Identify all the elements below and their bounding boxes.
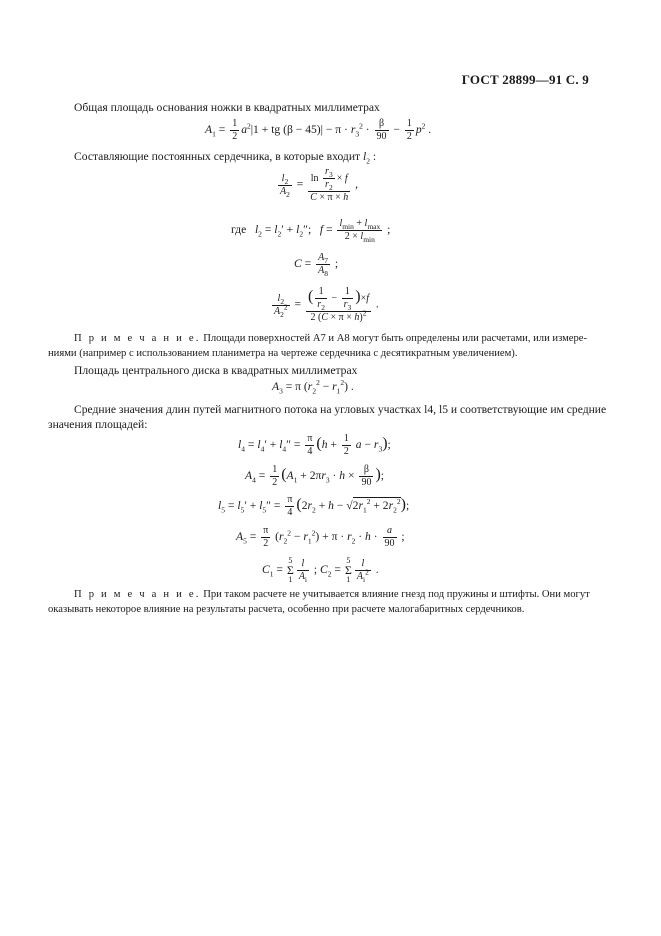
formula-a5: $A_5$ = $\frac{\pi}{2}$ $(r_2^2 - r_1^2) + \pi \cdot r_2 \cdot h$ · $\frac{a}{90}$ ; xyxy=(236,525,405,549)
formula-l2-a2-squared: $\frac{l_2}{A_2^2}$ = ( $\frac{1}{r_2}$ − $\frac{1}{r_3}$ )×f 2 $(C \times \pi \times h)^2$ . xyxy=(274,286,379,323)
components-var-sub: 2 xyxy=(366,156,370,166)
where-word: где xyxy=(231,223,247,237)
note-2-text: При таком расчете не учитывается влияние гнезд под пружины и штифты. Они могут оказывать некоторое влияние на результаты расчета, особенно при расчете малогабаритных сердечников. xyxy=(48,589,590,615)
note-2 xyxy=(48,588,611,617)
formula-l5: $l_5 = l_5' + l_5''$ = $\frac{\pi}{4}$ $(2r_2 + h - √2r_1^2 + 2r_2^2)$; xyxy=(218,494,410,518)
note-2-label: П р и м е ч а н и е. xyxy=(74,589,201,600)
components-var: l xyxy=(363,150,367,163)
formula-c: C = $\frac{A_7}{A_8}$ ; xyxy=(294,252,339,278)
formula-where: где $l_2 = l_2' + l_2''$; f = $\frac{l_{min} + l_{max}}{2 \times l_{min}}$ ; xyxy=(231,218,391,244)
note-1 xyxy=(48,332,611,361)
note-1-label: П р и м е ч а н и е. xyxy=(74,333,201,344)
formula-a1: $A_1$ = $\frac{1}{2}$ $a^2|1$ + tg $(\beta - 45)| - \pi \cdot r_3^2$ · $\frac{\beta}{90}$ − $\frac{1}{2}$ $p^2$ . xyxy=(205,118,432,142)
note-1-text: Площади поверхностей A7 и A8 могут быть определены или расчетами, или измере-ниями (например с использованием планиметра на чертеже сердечника с десятикратным увеличением). xyxy=(48,333,588,359)
formula-c1-c2: $C_1 = 5$ Σ 1 $\frac{l}{A_i}$ ; $C_2 = 5$ Σ 1 $\frac{l}{A_i^2}$ . xyxy=(262,556,379,584)
paragraph-central-disk: Площадь центрального диска в квадратных миллиметрах xyxy=(74,364,358,377)
formula-l4: $l_4 = l_4' + l_4''$ = $\frac{\pi}{4}$ (h + $\frac{1}{2}$ $a - r_3$); xyxy=(238,433,391,457)
formula-a4: $A_4$ = $\frac{1}{2}$ ($A_1 + 2\pi r_3 \cdot h$ × $\frac{\beta}{90}$ ); xyxy=(245,464,384,488)
components-text: Составляющие постоянных сердечника, в которые входит xyxy=(74,150,361,163)
paragraph-magnetic-paths: Средние значения длин путей магнитного потока на угловых участках l4, l5 и соответствующие им средние значения площадей: xyxy=(48,403,607,431)
paragraph-components xyxy=(48,149,611,164)
components-colon: : xyxy=(372,150,377,163)
page-header: ГОСТ 28899—91 С. 9 xyxy=(461,72,589,87)
formula-l2-a2: $\frac{l_2}{A_2}$ = ln $\frac{r_3}{r_2}$ × f C × π × h , xyxy=(280,166,358,203)
paragraph-base-area: Общая площадь основания ножки в квадратных миллиметрах xyxy=(74,101,380,114)
formula-a3: $A_3 = \pi$ $(r_2^2 - r_1^2)$ . xyxy=(272,378,354,396)
